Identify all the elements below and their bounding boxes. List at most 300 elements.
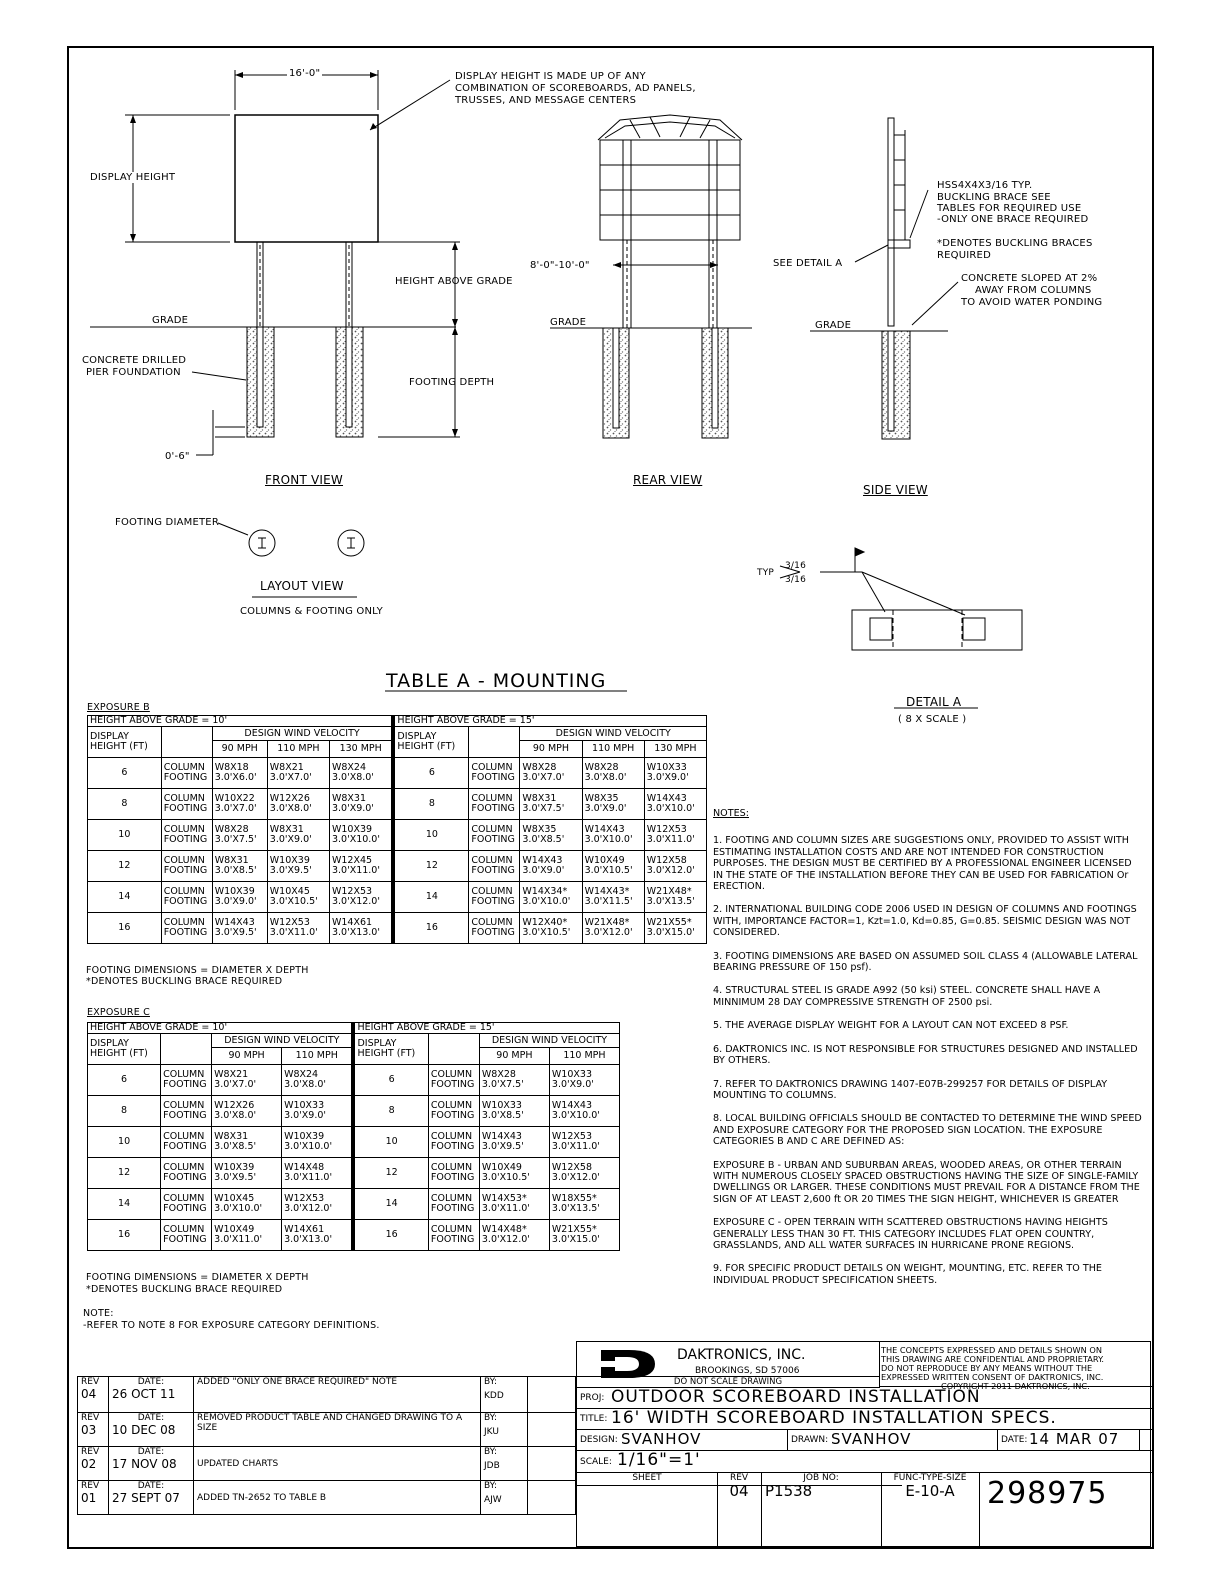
column-size: W18X55* [551,1193,597,1204]
revision-row [78,1447,576,1481]
table-row [88,1096,620,1127]
footing-size: 3.0'X11.0' [284,1172,333,1183]
footing-label: FOOTING [471,896,515,907]
speed-header: 110 MPH [549,1048,619,1065]
footing-size: 3.0'X9.0' [551,1079,594,1090]
column-size: W10X39 [214,886,255,897]
column-size: W14X43* [584,886,630,897]
column-label: COLUMN [471,793,513,804]
column-size: W8X21 [214,1069,249,1080]
column-size: W14X61 [331,917,373,928]
drafter: SVANHOV [831,1430,912,1448]
design-label: DESIGN: [580,1435,618,1445]
column-label: COLUMN [471,824,513,835]
column-size: W10X45 [269,886,310,897]
rev-date: 27 SEPT 07 [112,1491,180,1505]
func-type-size: E-10-A [905,1482,955,1500]
display-height-cell: 12 [88,1158,161,1189]
column-size: W10X22 [214,793,255,804]
footing-size: 3.0'X9.0' [584,803,627,814]
grade-header-row [88,1023,620,1034]
column-size: W12X53 [284,1193,325,1204]
column-label: COLUMN [163,824,205,835]
design-wind-header: DESIGN WIND VELOCITY [212,1034,354,1048]
footing-label: FOOTING [163,772,208,783]
footing-size: 3.0'X9.0' [214,896,257,907]
left-grade-header: HEIGHT ABOVE GRADE = 10' [88,716,394,727]
note-exposure-c: EXPOSURE C - OPEN TERRAIN WITH SCATTERED OBSTRUCTIONS HAVING HEIGHTS GENERALLY LESS THAN 30 FT. THIS CATEGORY INCLUDES FLAT OPEN COUNTRY, GRASSLANDS, AND ALL WATER SURFACES IN HURRICANE PRONE REGIONS. [713,1217,1108,1251]
footing-label: FOOTING [430,1079,475,1090]
footing-size: 3.0'X10.5' [584,865,633,876]
footing-label: FOOTING [471,772,515,783]
column-label: COLUMN [471,855,513,866]
footing-size: 3.0'X9.5' [214,1172,257,1183]
table-row [88,1189,620,1220]
display-height-cell: 6 [88,1065,161,1096]
see-detail-label: SEE DETAIL A [773,258,843,269]
note-2: 2. INTERNATIONAL BUILDING CODE 2006 USED IN DESIGN OF COLUMNS AND FOOTINGS WITH, IMPORTANCE FACTOR=1, Kzt=1.0, Kd=0.85, G=0.85. SEISMIC DESIGN WAS NOT CONSIDERED. [713,904,1137,939]
display-height-label: HEIGHT (FT) [397,741,456,752]
display-height-label: DISPLAY HEIGHT [90,172,176,183]
footing-size: 3.0'X11.0' [646,834,695,845]
footing-size: 3.0'X8.0' [214,1110,257,1121]
rev-desc: REMOVED PRODUCT TABLE AND CHANGED DRAWING TO A SIZE [194,1413,481,1447]
header-row [88,1034,620,1048]
date-label: DATE: [137,1377,165,1387]
column-label: COLUMN [471,762,513,773]
pier-label-2: PIER FOUNDATION [86,367,181,378]
table-row [88,1127,620,1158]
column-size: W10X39 [284,1131,325,1142]
display-height-cell: 16 [88,1220,161,1251]
column-size: W10X49 [481,1162,522,1173]
footing-label: FOOTING [163,803,208,814]
rev-desc: UPDATED CHARTS [194,1447,481,1481]
note-8: 8. LOCAL BUILDING OFFICIALS SHOULD BE CONTACTED TO DETERMINE THE WIND SPEED AND EXPOSURE CATEGORY FOR THE PROPOSED SIGN LOCATION. THE EXPOSURE CATEGORIES B AND C ARE DEFINED AS: [713,1113,1142,1148]
column-size: W8X35 [584,793,619,804]
display-height-label: DISPLAY [90,731,129,742]
rev-label: REV [81,1481,100,1491]
column-label: COLUMN [430,1069,473,1080]
notes-heading: NOTES: [713,808,749,819]
speed-header: 130 MPH [329,741,393,758]
footing-size: 3.0'X10.5' [269,896,318,907]
rev-desc: ADDED "ONLY ONE BRACE REQUIRED" NOTE [194,1377,481,1413]
column-size: W14X61 [284,1224,325,1235]
column-size: W14X43 [522,855,563,866]
footing-size: 3.0'X9.0' [646,772,689,783]
footing-label: FOOTING [163,1141,207,1152]
speed-header: 90 MPH [212,1048,282,1065]
rev-number: 01 [81,1491,97,1505]
footing-size: 3.0'X12.0' [284,1203,333,1214]
display-height-cell: 10 [88,820,162,851]
column-size: W21X55* [646,917,692,928]
detail-a-scale: ( 8 X SCALE ) [898,714,967,725]
concrete-note-2: AWAY FROM COLUMNS [975,285,1092,296]
design-wind-header: DESIGN WIND VELOCITY [479,1034,619,1048]
confidential-notice [881,1346,1151,1391]
header-row [88,727,707,741]
table-row [88,882,707,913]
footing-label: FOOTING [430,1234,475,1245]
height-above-grade-label: HEIGHT ABOVE GRADE [395,276,513,287]
proj-label: PROJ: [580,1393,605,1403]
do-not-scale: DO NOT SCALE DRAWING [577,1376,879,1388]
footing-size: 3.0'X11.0' [331,865,380,876]
design-wind-header: DESIGN WIND VELOCITY [212,727,393,741]
footing-label: FOOTING [163,1234,207,1245]
title-label: TITLE: [580,1414,608,1424]
column-size: W8X35 [522,824,557,835]
exposure-c-foot-1: FOOTING DIMENSIONS = DIAMETER X DEPTH [86,1272,309,1283]
speed-header: 90 MPH [479,1048,549,1065]
footing-label: FOOTING [430,1141,475,1152]
footing-size: 3.0'X7.0' [214,803,257,814]
footing-label: FOOTING [163,1203,207,1214]
by-label: BY: [484,1413,498,1423]
footing-size: 3.0'X9.0' [284,1110,327,1121]
grade-header-row [88,716,707,727]
rev-date: 10 DEC 08 [112,1423,176,1437]
column-size: W12X58 [646,855,687,866]
footing-label: FOOTING [163,1110,207,1121]
footing-size: 3.0'X10.0' [331,834,380,845]
display-height-cell: 14 [88,882,162,913]
column-size: W14X43 [481,1131,522,1142]
note-4: 4. STRUCTURAL STEEL IS GRADE A992 (50 ksi) STEEL. CONCRETE SHALL HAVE A MINNIMUM 28 DAY COMPRESSIVE STRENGTH OF 2500 psi. [713,985,1101,1008]
column-label: COLUMN [430,1162,473,1173]
column-label: COLUMN [471,886,513,897]
speed-header: 110 MPH [582,741,644,758]
footing-size: 3.0'X13.0' [284,1234,333,1245]
column-label: COLUMN [163,1069,205,1080]
footing-size: 3.0'X15.0' [551,1234,600,1245]
column-label: COLUMN [163,762,205,773]
footing-size: 3.0'X8.0' [284,1079,327,1090]
column-size: W14X34* [522,886,568,897]
display-height-label: DISPLAY [397,731,437,742]
display-height-cell: 14 [353,1189,428,1220]
column-label: COLUMN [163,1193,205,1204]
footing-label: FOOTING [163,834,208,845]
rev-date: 17 NOV 08 [112,1457,177,1471]
exposure-b-label: EXPOSURE B [87,702,150,713]
column-size: W14X48* [481,1224,527,1235]
column-size: W12X40* [522,917,568,928]
footing-label: FOOTING [471,865,515,876]
column-size: W21X48* [584,917,630,928]
footing-size: 3.0'X12.0' [481,1234,530,1245]
footing-size: 3.0'X7.5' [214,834,257,845]
column-size: W8X24 [284,1069,319,1080]
display-height-cell: 14 [393,882,468,913]
date-label: DATE: [1001,1435,1028,1445]
display-height-label: DISPLAY [357,1038,397,1049]
footing-size: 3.0'X7.0' [214,1079,257,1090]
rev-number: 04 [81,1387,97,1401]
column-size: W10X33 [284,1100,325,1111]
right-grade-header: HEIGHT ABOVE GRADE = 15' [393,716,706,727]
layout-view-title: LAYOUT VIEW [260,579,344,593]
right-grade-header: HEIGHT ABOVE GRADE = 15' [353,1023,619,1034]
footing-size: 3.0'X10.0' [522,896,571,907]
weld-top: 3/16 [785,561,807,571]
rev-by: KDD [484,1391,504,1401]
by-label: BY: [484,1481,498,1491]
footing-size: 3.0'X9.5' [269,865,312,876]
current-rev: 04 [729,1482,749,1500]
rev-by: JDB [484,1461,500,1471]
date-label: DATE: [137,1481,165,1491]
side-view-title: SIDE VIEW [863,483,928,497]
left-grade-header: HEIGHT ABOVE GRADE = 10' [88,1023,354,1034]
display-note-3: TRUSSES, AND MESSAGE CENTERS [455,95,637,106]
footing-size: 3.0'X12.0' [331,896,380,907]
footing-size: 3.0'X15.0' [646,927,695,938]
confidential-line: DO NOT REPRODUCE BY ANY MEANS WITHOUT THE [881,1363,1093,1373]
display-height-cell: 14 [88,1189,161,1220]
note-9: 9. FOR SPECIFIC PRODUCT DETAILS ON WEIGHT, MOUNTING, ETC. REFER TO THE INDIVIDUAL PRODUCT SPECIFICATION SHEETS. [713,1263,1102,1286]
sheet-label: SHEET [632,1473,662,1483]
exposure-c-label: EXPOSURE C [87,1007,150,1018]
front-grade-label: GRADE [152,315,189,326]
footing-size: 3.0'X11.0' [551,1141,600,1152]
column-size: W14X43 [584,824,625,835]
note-3: 3. FOOTING DIMENSIONS ARE BASED ON ASSUMED SOIL CLASS 4 (ALLOWABLE LATERAL BEARING PRESSURE OF 150 psf). [713,950,1138,974]
weld-typ: TYP [757,568,775,578]
column-size: W14X43 [214,917,255,928]
footing-depth-label: FOOTING DEPTH [409,377,495,388]
table-row [88,758,707,789]
column-size: W8X31 [269,824,304,835]
speed-header: 110 MPH [282,1048,354,1065]
project-name: OUTDOOR SCOREBOARD INSTALLATION [611,1387,981,1407]
footing-size: 3.0'X10.5' [481,1172,530,1183]
footing-label: FOOTING [163,927,208,938]
footing-size: 3.0'X11.0' [214,1234,263,1245]
designer: SVANHOV [621,1430,702,1448]
footing-size: 3.0'X8.5' [214,1141,257,1152]
table-row [88,851,707,882]
column-size: W14X43 [646,793,687,804]
concrete-note-3: TO AVOID WATER PONDING [961,297,1103,308]
exposure-b-foot-2: *DENOTES BUCKLING BRACE REQUIRED [86,976,283,987]
company-city: BROOKINGS, SD 57006 [695,1366,800,1376]
footing-size: 3.0'X7.5' [481,1079,524,1090]
rev-label: REV [81,1447,100,1457]
exposure-c-foot-2: *DENOTES BUCKLING BRACE REQUIRED [86,1284,283,1295]
column-size: W21X55* [551,1224,597,1235]
display-height-label: HEIGHT (FT) [90,1048,148,1059]
column-size: W10X45 [214,1193,255,1204]
column-size: W8X31 [214,855,249,866]
footing-diameter-label: FOOTING DIAMETER [115,517,219,528]
footing-size: 3.0'X8.5' [522,834,565,845]
hss-note-6: *DENOTES BUCKLING BRACES [937,238,1093,249]
column-size: W10X33 [481,1100,522,1111]
display-height-cell: 16 [393,913,468,944]
weld-bottom: 3/16 [785,575,807,585]
rev-by: JKU [484,1427,499,1437]
confidential-line: EXPRESSED WRITTEN CONSENT OF DAKTRONICS, INC. [881,1372,1104,1382]
drawing-number: 298975 [987,1476,1108,1511]
display-height-label: HEIGHT (FT) [357,1048,416,1059]
footing-label: FOOTING [430,1172,475,1183]
pier-label-1: CONCRETE DRILLED [82,355,187,366]
footing-size: 3.0'X9.5' [481,1141,524,1152]
footing-size: 3.0'X13.5' [646,896,695,907]
note-7: 7. REFER TO DAKTRONICS DRAWING 1407-E07B-299257 FOR DETAILS OF DISPLAY MOUNTING TO COLUMNS. [713,1078,1108,1101]
drawn-label: DRAWN: [791,1435,829,1445]
display-height-label: DISPLAY [90,1038,129,1049]
func-label: FUNC-TYPE-SIZE [893,1473,967,1483]
footing-size: 3.0'X10.0' [584,834,633,845]
column-label: COLUMN [163,793,205,804]
column-label: COLUMN [163,1224,205,1235]
column-size: W8X31 [214,1131,249,1142]
footing-size: 3.0'X9.0' [522,865,565,876]
table-row [88,1158,620,1189]
display-height-cell: 16 [88,913,162,944]
column-size: W10X49 [214,1224,255,1235]
company-name: DAKTRONICS, INC. [677,1347,806,1363]
footing-size: 3.0'X10.0' [551,1110,600,1121]
footing-size: 3.0'X9.0' [269,834,312,845]
footing-size: 3.0'X11.0' [481,1203,530,1214]
revision-row [78,1481,576,1515]
revision-row [78,1413,576,1447]
column-size: W21X48* [646,886,692,897]
hss-note-1: HSS4X4X3/16 TYP. [937,180,1033,191]
front-width-dim: 16'-0" [289,68,321,79]
footing-size: 3.0'X8.0' [331,772,374,783]
footing-size: 3.0'X13.5' [551,1203,600,1214]
column-size: W8X28 [481,1069,516,1080]
footing-label: FOOTING [471,927,515,938]
footing-size: 3.0'X7.0' [522,772,565,783]
column-size: W10X33 [551,1069,592,1080]
title-block [576,1341,1151,1547]
column-size: W10X33 [646,762,687,773]
display-height-cell: 10 [88,1127,161,1158]
rev-number: 03 [81,1423,97,1437]
hss-note-4: -ONLY ONE BRACE REQUIRED [937,214,1089,225]
column-size: W10X49 [584,855,625,866]
speed-header: 130 MPH [644,741,706,758]
footing-size: 3.0'X12.0' [646,865,695,876]
table-row [88,913,707,944]
footing-size: 3.0'X10.0' [214,1203,263,1214]
column-size: W14X53* [481,1193,527,1204]
footing-size: 3.0'X6.0' [214,772,257,783]
footing-size: 3.0'X10.5' [522,927,571,938]
date-label: DATE: [137,1447,165,1457]
column-label: COLUMN [163,886,205,897]
display-height-cell: 6 [88,758,162,789]
footing-size: 3.0'X12.0' [584,927,633,938]
column-size: W8X24 [331,762,367,773]
display-panel-front [235,115,378,242]
column-size: W8X28 [522,762,557,773]
column-label: COLUMN [163,1100,205,1111]
footing-label: FOOTING [163,896,208,907]
display-height-cell: 10 [393,820,468,851]
speed-header: 90 MPH [520,741,582,758]
footing-label: FOOTING [163,1079,207,1090]
exposure-b-table [87,715,707,944]
display-height-cell: 10 [353,1127,428,1158]
display-note-2: COMBINATION OF SCOREBOARDS, AD PANELS, [455,83,696,94]
rear-spacing-dim: 8'-0"-10'-0" [530,260,590,271]
drawing-date: 14 MAR 07 [1029,1430,1120,1448]
footing-label: FOOTING [163,1172,207,1183]
column-size: W12X53 [269,917,310,928]
footing-size: 3.0'X8.5' [481,1110,524,1121]
note-5: 5. THE AVERAGE DISPLAY WEIGHT FOR A LAYOUT CAN NOT EXCEED 8 PSF. [713,1020,1069,1032]
offset-dim: 0'-6" [165,451,190,462]
display-height-cell: 8 [88,1096,161,1127]
footing-label: FOOTING [471,803,515,814]
footing-size: 3.0'X11.0' [269,927,318,938]
rev-label: REV [81,1377,100,1387]
display-height-cell: 6 [353,1065,428,1096]
column-size: W8X31 [331,793,367,804]
general-notes [713,808,1143,1298]
footing-label: FOOTING [430,1203,475,1214]
revision-row [78,1377,576,1413]
column-size: W12X53 [551,1131,592,1142]
job-number: P1538 [765,1482,813,1500]
hss-note-7: REQUIRED [937,250,991,261]
table-note-text: -REFER TO NOTE 8 FOR EXPOSURE CATEGORY DEFINITIONS. [83,1320,380,1331]
display-height-cell: 8 [88,789,162,820]
table-row [88,1065,620,1096]
display-height-cell: 16 [353,1220,428,1251]
table-row [88,789,707,820]
display-height-label: HEIGHT (FT) [90,741,148,752]
footing-size: 3.0'X7.0' [269,772,312,783]
rev-date: 26 OCT 11 [112,1387,176,1401]
footing-label: FOOTING [471,834,515,845]
column-size: W8X21 [269,762,304,773]
display-height-cell: 12 [353,1158,428,1189]
column-size: W12X26 [269,793,310,804]
concrete-note-1: CONCRETE SLOPED AT 2% [961,273,1098,284]
drawing-title: 16' WIDTH SCOREBOARD INSTALLATION SPECS. [611,1408,1057,1428]
column-size: W14X43 [551,1100,592,1111]
rev-desc: ADDED TN-2652 TO TABLE B [194,1481,481,1515]
column-size: W10X39 [214,1162,255,1173]
table-a-title: TABLE A - MOUNTING [386,670,607,692]
footing-size: 3.0'X9.5' [214,927,257,938]
confidential-line: COPYRIGHT 2011 DAKTRONICS, INC. [941,1381,1090,1391]
display-height-cell: 8 [393,789,468,820]
column-label: COLUMN [430,1224,473,1235]
hss-note-2: BUCKLING BRACE SEE [937,192,1051,203]
display-note-1: DISPLAY HEIGHT IS MADE UP OF ANY [455,71,646,82]
by-label: BY: [484,1377,498,1387]
hss-note-3: TABLES FOR REQUIRED USE [937,203,1082,214]
column-size: W12X58 [551,1162,592,1173]
column-size: W8X18 [214,762,249,773]
table-row [88,820,707,851]
confidential-line: THE CONCEPTS EXPRESSED AND DETAILS SHOWN ON [881,1345,1102,1355]
exposure-c-table [87,1022,620,1251]
column-size: W12X53 [646,824,687,835]
confidential-line: THIS DRAWING ARE CONFIDENTIAL AND PROPRIETARY. [881,1354,1105,1364]
layout-view-subtitle: COLUMNS & FOOTING ONLY [240,606,383,617]
